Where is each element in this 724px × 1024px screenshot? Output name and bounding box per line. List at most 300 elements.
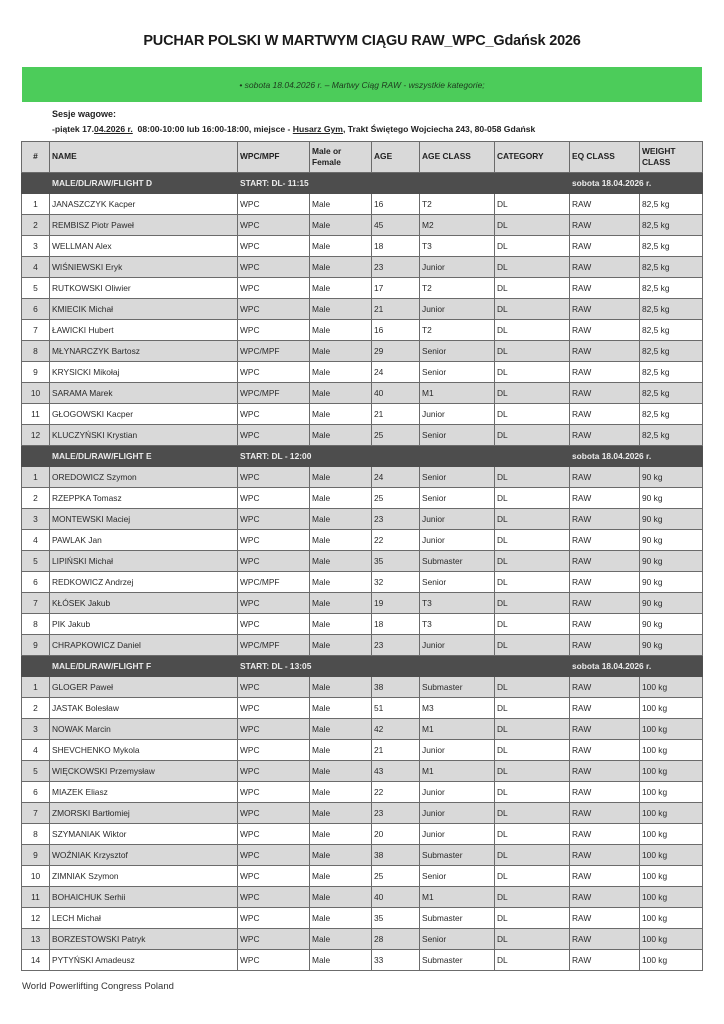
cell-number: 9 [22, 362, 50, 383]
cell-federation: WPC [238, 614, 310, 635]
cell-weight-class: 100 kg [640, 740, 703, 761]
cell-name: ZIMNIAK Szymon [50, 866, 238, 887]
cell-age: 18 [372, 614, 420, 635]
cell-age: 35 [372, 908, 420, 929]
cell-age: 18 [372, 236, 420, 257]
cell-category: DL [495, 929, 570, 950]
cell-sex: Male [310, 278, 372, 299]
cell-age: 25 [372, 488, 420, 509]
cell-category: DL [495, 362, 570, 383]
cell-category: DL [495, 719, 570, 740]
cell-name: KLUCZYŃSKI Krystian [50, 425, 238, 446]
cell-sex: Male [310, 929, 372, 950]
cell-federation: WPC [238, 824, 310, 845]
cell-sex: Male [310, 803, 372, 824]
cell-number: 6 [22, 572, 50, 593]
cell-age: 40 [372, 887, 420, 908]
cell-federation: WPC [238, 782, 310, 803]
cell-weight-class: 100 kg [640, 866, 703, 887]
cell-number: 5 [22, 278, 50, 299]
cell-name: RZEPPKA Tomasz [50, 488, 238, 509]
cell-weight-class: 100 kg [640, 845, 703, 866]
cell-sex: Male [310, 215, 372, 236]
cell-name: NOWAK Marcin [50, 719, 238, 740]
cell-category: DL [495, 467, 570, 488]
cell-age: 21 [372, 299, 420, 320]
cell-name: PYTYŃSKI Amadeusz [50, 950, 238, 971]
cell-age: 45 [372, 215, 420, 236]
cell-weight-class: 90 kg [640, 572, 703, 593]
flight-date: sobota 18.04.2026 r. [570, 173, 703, 194]
cell-weight-class: 82,5 kg [640, 404, 703, 425]
cell-age-class: Senior [420, 341, 495, 362]
cell-number: 13 [22, 929, 50, 950]
cell-eq-class: RAW [570, 194, 640, 215]
flight-label: MALE/DL/RAW/FLIGHT F [50, 656, 238, 677]
weigh-in-sessions-label: Sesje wagowe: [52, 109, 117, 119]
cell-number: 3 [22, 719, 50, 740]
cell-age-class: Junior [420, 530, 495, 551]
cell-federation: WPC [238, 803, 310, 824]
cell-weight-class: 90 kg [640, 530, 703, 551]
cell-sex: Male [310, 761, 372, 782]
cell-number: 11 [22, 404, 50, 425]
cell-category: DL [495, 404, 570, 425]
table-row [22, 845, 703, 866]
cell-age-class: Junior [420, 509, 495, 530]
flight-start-time: START: DL- 11:15 [238, 173, 570, 194]
flight-start-time: START: DL - 12:00 [238, 446, 570, 467]
flight-label: MALE/DL/RAW/FLIGHT D [50, 173, 238, 194]
cell-sex: Male [310, 362, 372, 383]
cell-weight-class: 82,5 kg [640, 362, 703, 383]
cell-name: ZMORSKI Bartłomiej [50, 803, 238, 824]
weigh-in-session-details [52, 124, 535, 134]
table-row [22, 299, 703, 320]
cell-sex: Male [310, 404, 372, 425]
cell-number: 2 [22, 698, 50, 719]
cell-number: 1 [22, 677, 50, 698]
cell-category: DL [495, 824, 570, 845]
cell-age: 32 [372, 572, 420, 593]
cell-name: KRYSICKI Mikołaj [50, 362, 238, 383]
cell-weight-class: 90 kg [640, 467, 703, 488]
cell-eq-class: RAW [570, 278, 640, 299]
cell-eq-class: RAW [570, 320, 640, 341]
cell-eq-class: RAW [570, 803, 640, 824]
cell-weight-class: 82,5 kg [640, 278, 703, 299]
cell-category: DL [495, 236, 570, 257]
cell-age: 23 [372, 635, 420, 656]
table-row [22, 635, 703, 656]
cell-sex: Male [310, 593, 372, 614]
cell-age: 51 [372, 698, 420, 719]
cell-sex: Male [310, 698, 372, 719]
cell-name: CHRAPKOWICZ Daniel [50, 635, 238, 656]
cell-eq-class: RAW [570, 530, 640, 551]
cell-age-class: Senior [420, 425, 495, 446]
cell-age-class: M1 [420, 719, 495, 740]
cell-eq-class: RAW [570, 845, 640, 866]
cell-federation: WPC [238, 719, 310, 740]
cell-age: 25 [372, 866, 420, 887]
cell-sex: Male [310, 740, 372, 761]
cell-weight-class: 82,5 kg [640, 194, 703, 215]
cell-age-class: Submaster [420, 551, 495, 572]
header-category: CATEGORY [495, 142, 570, 173]
table-row [22, 362, 703, 383]
cell-sex: Male [310, 341, 372, 362]
cell-age-class: M1 [420, 383, 495, 404]
cell-age-class: M1 [420, 887, 495, 908]
table-row [22, 824, 703, 845]
cell-federation: WPC [238, 299, 310, 320]
cell-name: PAWLAK Jan [50, 530, 238, 551]
cell-age-class: T2 [420, 194, 495, 215]
header-federation: WPC/MPF [238, 142, 310, 173]
cell-sex: Male [310, 299, 372, 320]
header-sex [310, 142, 372, 173]
flight-header-row [22, 173, 703, 194]
cell-eq-class: RAW [570, 593, 640, 614]
cell-eq-class: RAW [570, 824, 640, 845]
cell-weight-class: 100 kg [640, 782, 703, 803]
cell-number: 14 [22, 950, 50, 971]
table-row [22, 887, 703, 908]
cell-name: RUTKOWSKI Oliwier [50, 278, 238, 299]
header-age-class: AGE CLASS [420, 142, 495, 173]
cell-number: 11 [22, 887, 50, 908]
table-row [22, 341, 703, 362]
flight-date: sobota 18.04.2026 r. [570, 446, 703, 467]
start-list-table [21, 141, 703, 971]
cell-name: BOHAICHUK Serhii [50, 887, 238, 908]
cell-federation: WPC [238, 362, 310, 383]
cell-age: 25 [372, 425, 420, 446]
flight-header-row [22, 446, 703, 467]
event-banner [22, 67, 702, 102]
cell-number: 10 [22, 866, 50, 887]
cell-weight-class: 82,5 kg [640, 383, 703, 404]
cell-federation: WPC [238, 320, 310, 341]
cell-age-class: Junior [420, 803, 495, 824]
cell-category: DL [495, 845, 570, 866]
cell-category: DL [495, 614, 570, 635]
cell-number: 5 [22, 761, 50, 782]
cell-sex: Male [310, 908, 372, 929]
cell-name: GŁOGOWSKI Kacper [50, 404, 238, 425]
cell-sex: Male [310, 866, 372, 887]
cell-eq-class: RAW [570, 509, 640, 530]
cell-age: 21 [372, 404, 420, 425]
session-venue: Husarz Gym [292, 124, 343, 134]
table-row [22, 677, 703, 698]
cell-category: DL [495, 572, 570, 593]
cell-category: DL [495, 593, 570, 614]
footer-organization: World Powerlifting Congress Poland [22, 981, 174, 992]
cell-name: WIŚNIEWSKI Eryk [50, 257, 238, 278]
cell-eq-class: RAW [570, 908, 640, 929]
cell-eq-class: RAW [570, 698, 640, 719]
cell-sex: Male [310, 719, 372, 740]
cell-federation: WPC [238, 467, 310, 488]
cell-eq-class: RAW [570, 383, 640, 404]
cell-federation: WPC [238, 236, 310, 257]
cell-age: 16 [372, 194, 420, 215]
cell-federation: WPC [238, 257, 310, 278]
cell-weight-class: 90 kg [640, 635, 703, 656]
cell-age: 24 [372, 467, 420, 488]
cell-age-class: T2 [420, 278, 495, 299]
cell-sex: Male [310, 677, 372, 698]
cell-federation: WPC/MPF [238, 383, 310, 404]
session-address: , Trakt Świętego Wojciecha 243, 80-058 Gdańsk [342, 124, 536, 134]
table-row [22, 698, 703, 719]
cell-eq-class: RAW [570, 929, 640, 950]
cell-eq-class: RAW [570, 257, 640, 278]
cell-category: DL [495, 677, 570, 698]
cell-federation: WPC [238, 887, 310, 908]
cell-federation: WPC [238, 215, 310, 236]
table-row [22, 530, 703, 551]
header-age: AGE [372, 142, 420, 173]
cell-name: SARAMA Marek [50, 383, 238, 404]
cell-number: 7 [22, 803, 50, 824]
cell-category: DL [495, 782, 570, 803]
cell-name: ŁAWICKI Hubert [50, 320, 238, 341]
cell-age-class: Submaster [420, 845, 495, 866]
cell-age: 35 [372, 551, 420, 572]
cell-weight-class: 100 kg [640, 761, 703, 782]
cell-sex: Male [310, 572, 372, 593]
cell-age: 43 [372, 761, 420, 782]
cell-sex: Male [310, 488, 372, 509]
cell-federation: WPC [238, 593, 310, 614]
cell-federation: WPC/MPF [238, 341, 310, 362]
cell-name: SZYMANIAK Wiktor [50, 824, 238, 845]
table-row [22, 803, 703, 824]
cell-age: 17 [372, 278, 420, 299]
cell-category: DL [495, 803, 570, 824]
cell-age: 19 [372, 593, 420, 614]
cell-category: DL [495, 215, 570, 236]
cell-age-class: Junior [420, 782, 495, 803]
cell-federation: WPC [238, 950, 310, 971]
cell-category: DL [495, 635, 570, 656]
cell-eq-class: RAW [570, 866, 640, 887]
cell-age: 22 [372, 530, 420, 551]
cell-name: LECH Michał [50, 908, 238, 929]
cell-age-class: Junior [420, 740, 495, 761]
cell-age-class: M3 [420, 698, 495, 719]
cell-age-class: Senior [420, 866, 495, 887]
cell-age-class: T3 [420, 614, 495, 635]
cell-age: 40 [372, 383, 420, 404]
cell-age-class: Junior [420, 299, 495, 320]
cell-age: 16 [372, 320, 420, 341]
cell-category: DL [495, 908, 570, 929]
cell-eq-class: RAW [570, 740, 640, 761]
table-row [22, 908, 703, 929]
cell-eq-class: RAW [570, 341, 640, 362]
cell-weight-class: 90 kg [640, 509, 703, 530]
cell-federation: WPC [238, 761, 310, 782]
cell-eq-class: RAW [570, 572, 640, 593]
table-row [22, 551, 703, 572]
cell-age-class: Senior [420, 362, 495, 383]
cell-federation: WPC [238, 740, 310, 761]
cell-name: WOŹNIAK Krzysztof [50, 845, 238, 866]
cell-age-class: T3 [420, 236, 495, 257]
cell-eq-class: RAW [570, 677, 640, 698]
cell-age-class: Junior [420, 257, 495, 278]
cell-sex: Male [310, 782, 372, 803]
table-row [22, 866, 703, 887]
cell-age: 23 [372, 803, 420, 824]
cell-category: DL [495, 383, 570, 404]
cell-category: DL [495, 887, 570, 908]
cell-eq-class: RAW [570, 299, 640, 320]
cell-eq-class: RAW [570, 467, 640, 488]
cell-age: 20 [372, 824, 420, 845]
cell-category: DL [495, 866, 570, 887]
table-row [22, 719, 703, 740]
cell-age-class: Senior [420, 467, 495, 488]
cell-sex: Male [310, 257, 372, 278]
cell-category: DL [495, 740, 570, 761]
document-title: PUCHAR POLSKI W MARTWYM CIĄGU RAW_WPC_Gdańsk 2026 [143, 33, 581, 49]
session-date: 04.2026 r. [94, 124, 133, 134]
cell-federation: WPC [238, 530, 310, 551]
cell-eq-class: RAW [570, 551, 640, 572]
cell-federation: WPC [238, 194, 310, 215]
cell-age: 38 [372, 677, 420, 698]
cell-sex: Male [310, 425, 372, 446]
cell-sex: Male [310, 236, 372, 257]
cell-federation: WPC [238, 908, 310, 929]
header-eq-class: EQ CLASS [570, 142, 640, 173]
cell-age: 33 [372, 950, 420, 971]
cell-age-class: Junior [420, 404, 495, 425]
cell-number: 10 [22, 383, 50, 404]
cell-age: 38 [372, 845, 420, 866]
cell-category: DL [495, 530, 570, 551]
flight-start-time: START: DL - 13:05 [238, 656, 570, 677]
cell-name: JANASZCZYK Kacper [50, 194, 238, 215]
table-row [22, 215, 703, 236]
header-sex-label: Male or Female [312, 145, 342, 167]
cell-age: 24 [372, 362, 420, 383]
cell-eq-class: RAW [570, 362, 640, 383]
cell-eq-class: RAW [570, 425, 640, 446]
cell-sex: Male [310, 530, 372, 551]
cell-number: 9 [22, 635, 50, 656]
cell-eq-class: RAW [570, 488, 640, 509]
table-row [22, 194, 703, 215]
cell-name: JASTAK Bolesław [50, 698, 238, 719]
table-row [22, 404, 703, 425]
cell-federation: WPC [238, 866, 310, 887]
cell-weight-class: 82,5 kg [640, 320, 703, 341]
cell-number: 7 [22, 593, 50, 614]
cell-weight-class: 100 kg [640, 929, 703, 950]
cell-eq-class: RAW [570, 782, 640, 803]
cell-name: WIĘCKOWSKI Przemysław [50, 761, 238, 782]
cell-age: 23 [372, 257, 420, 278]
cell-federation: WPC/MPF [238, 635, 310, 656]
cell-sex: Male [310, 383, 372, 404]
cell-number: 12 [22, 908, 50, 929]
table-row [22, 572, 703, 593]
table-row [22, 782, 703, 803]
cell-age-class: T3 [420, 593, 495, 614]
cell-sex: Male [310, 614, 372, 635]
cell-weight-class: 82,5 kg [640, 299, 703, 320]
cell-weight-class: 82,5 kg [640, 341, 703, 362]
cell-age: 29 [372, 341, 420, 362]
table-body [22, 173, 703, 971]
cell-name: OREDOWICZ Szymon [50, 467, 238, 488]
table-row [22, 236, 703, 257]
cell-weight-class: 82,5 kg [640, 236, 703, 257]
cell-number: 3 [22, 236, 50, 257]
table-row [22, 320, 703, 341]
table-row [22, 593, 703, 614]
table-row [22, 425, 703, 446]
cell-age: 21 [372, 740, 420, 761]
cell-eq-class: RAW [570, 635, 640, 656]
flight-blank-cell [22, 656, 50, 677]
cell-number: 4 [22, 530, 50, 551]
cell-federation: WPC [238, 488, 310, 509]
cell-weight-class: 90 kg [640, 488, 703, 509]
cell-sex: Male [310, 509, 372, 530]
cell-name: KŁÓSEK Jakub [50, 593, 238, 614]
table-row [22, 278, 703, 299]
cell-age-class: Senior [420, 929, 495, 950]
cell-number: 5 [22, 551, 50, 572]
cell-federation: WPC [238, 404, 310, 425]
table-row [22, 257, 703, 278]
cell-age-class: M1 [420, 761, 495, 782]
table-row [22, 761, 703, 782]
cell-name: REMBISZ Piotr Paweł [50, 215, 238, 236]
cell-sex: Male [310, 824, 372, 845]
session-day: -piątek 17. [52, 124, 95, 134]
cell-category: DL [495, 341, 570, 362]
cell-name: GLOGER Paweł [50, 677, 238, 698]
session-times: 08:00-10:00 lub 16:00-18:00, miejsce - [132, 124, 293, 134]
event-banner-text: • sobota 18.04.2026 r. – Martwy Ciąg RAW - wszystkie kategorie; [239, 79, 485, 90]
cell-category: DL [495, 257, 570, 278]
cell-eq-class: RAW [570, 404, 640, 425]
cell-weight-class: 82,5 kg [640, 425, 703, 446]
cell-category: DL [495, 278, 570, 299]
cell-age-class: Submaster [420, 950, 495, 971]
cell-number: 2 [22, 215, 50, 236]
table-row [22, 488, 703, 509]
cell-federation: WPC [238, 845, 310, 866]
cell-weight-class: 100 kg [640, 908, 703, 929]
cell-weight-class: 82,5 kg [640, 215, 703, 236]
flight-label: MALE/DL/RAW/FLIGHT E [50, 446, 238, 467]
header-weight-class-label: WEIGHT CLASS [642, 145, 676, 167]
cell-age-class: Submaster [420, 908, 495, 929]
cell-sex: Male [310, 467, 372, 488]
cell-category: DL [495, 509, 570, 530]
table-row [22, 467, 703, 488]
table-row [22, 614, 703, 635]
